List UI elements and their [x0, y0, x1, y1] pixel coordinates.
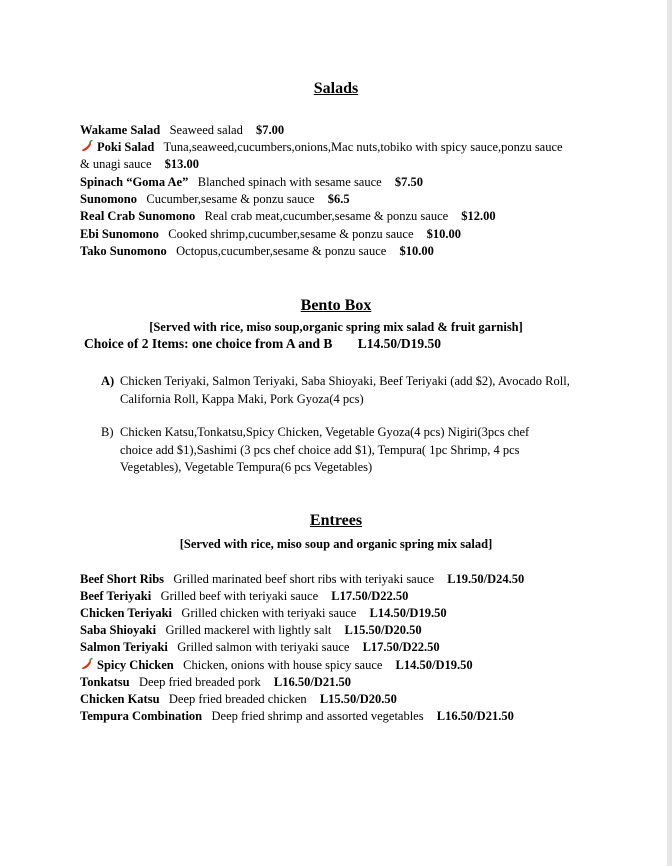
- item-name: Saba Shioyaki: [80, 623, 157, 637]
- item-price: L16.50/D21.50: [436, 709, 514, 723]
- menu-item: [80, 139, 563, 156]
- item-price: $7.00: [255, 123, 285, 137]
- option-a-label: A): [101, 374, 115, 388]
- item-price: $7.50: [394, 175, 423, 189]
- item-desc: Grilled salmon with teriyaki sauce: [177, 640, 350, 654]
- scrollbar[interactable]: [667, 0, 672, 866]
- menu-item: [80, 588, 408, 605]
- item-desc: Grilled chicken with teriyaki sauce: [181, 606, 357, 620]
- bento-choice: [84, 336, 441, 352]
- item-desc: Grilled beef with teriyaki sauce: [160, 589, 319, 603]
- bento-heading: Bento Box: [300, 297, 372, 314]
- item-desc: Deep fried breaded pork: [138, 675, 261, 689]
- item-name: Tempura Combination: [80, 709, 203, 723]
- salads-heading: Salads: [313, 80, 359, 97]
- option-b-label: B): [101, 425, 114, 439]
- item-name: Real Crab Sunomono: [80, 209, 196, 223]
- item-name: Beef Teriyaki: [80, 589, 152, 603]
- option-a-text: Chicken Teriyaki, Salmon Teriyaki, Saba Shioyaki, Beef Teriyaki (add $2), Avocado Roll, California Roll, Kappa Maki, Pork Gyoza(4 pcs): [120, 374, 570, 406]
- menu-item: [80, 191, 350, 208]
- menu-item: [80, 691, 397, 708]
- menu-item: [80, 622, 422, 639]
- item-price: $12.00: [461, 209, 496, 223]
- menu-item: [80, 208, 496, 225]
- option-b-text: Chicken Katsu,Tonkatsu,Spicy Chicken, Vegetable Gyoza(4 pcs) Nigiri(3pcs chef choice add $1),Sashimi (3 pcs chef choice add $1), Tempura( 1pc Shrimp, 4 pcs Vegetables), Vegetable Tempura(6 pcs Vegetables): [120, 425, 530, 474]
- item-desc: & unagi sauce: [80, 157, 152, 171]
- item-price: $6.5: [327, 192, 350, 206]
- item-price: L17.50/D22.50: [362, 640, 440, 654]
- item-price: L14.50/D19.50: [369, 606, 447, 620]
- bento-choice-text: Choice of 2 Items: one choice from A and B: [84, 336, 333, 351]
- bento-note: [Served with rice, miso soup,organic spring mix salad & fruit garnish]: [149, 320, 523, 334]
- item-desc: Grilled marinated beef short ribs with teriyaki sauce: [173, 572, 435, 586]
- item-name: Spinach “Goma Ae”: [80, 175, 189, 189]
- item-name: Spicy Chicken: [97, 658, 174, 672]
- menu-item-continued: [80, 156, 199, 173]
- menu-item: [80, 657, 473, 674]
- menu-item: [80, 571, 524, 588]
- chili-pepper-icon: [80, 139, 94, 153]
- item-name: Chicken Teriyaki: [80, 606, 173, 620]
- item-price: L15.50/D20.50: [344, 623, 422, 637]
- item-name: Tako Sunomono: [80, 244, 167, 258]
- item-desc: Deep fried shrimp and assorted vegetables: [211, 709, 424, 723]
- item-desc: Cucumber,sesame & ponzu sauce: [146, 192, 315, 206]
- item-price: L16.50/D21.50: [273, 675, 351, 689]
- entrees-heading: Entrees: [309, 512, 363, 529]
- item-price: $10.00: [399, 244, 434, 258]
- item-name: Salmon Teriyaki: [80, 640, 168, 654]
- menu-item: [80, 226, 461, 243]
- menu-item: [80, 674, 351, 691]
- bento-choice-price: L14.50/D19.50: [357, 336, 441, 351]
- item-name: Poki Salad: [97, 140, 155, 154]
- item-name: Tonkatsu: [80, 675, 130, 689]
- item-desc: Blanched spinach with sesame sauce: [197, 175, 382, 189]
- menu-item: [80, 605, 447, 622]
- item-desc: Deep fried breaded chicken: [168, 692, 307, 706]
- item-price: $13.00: [164, 157, 200, 171]
- item-desc: Real crab meat,cucumber,sesame & ponzu sauce: [204, 209, 449, 223]
- item-desc: Tuna,seaweed,cucumbers,onions,Mac nuts,tobiko with spicy sauce,ponzu sauce: [163, 140, 563, 154]
- item-price: L17.50/D22.50: [331, 589, 409, 603]
- item-price: L19.50/D24.50: [447, 572, 525, 586]
- item-name: Ebi Sunomono: [80, 227, 159, 241]
- item-name: Wakame Salad: [80, 123, 161, 137]
- menu-item: [80, 243, 434, 260]
- menu-item: [80, 174, 423, 191]
- item-desc: Cooked shrimp,cucumber,sesame & ponzu sauce: [168, 227, 414, 241]
- menu-item: [80, 639, 440, 656]
- item-name: Chicken Katsu: [80, 692, 160, 706]
- menu-item: [80, 708, 514, 725]
- item-price: $10.00: [426, 227, 461, 241]
- menu-item: [80, 122, 284, 139]
- item-name: Sunomono: [80, 192, 137, 206]
- item-price: L14.50/D19.50: [395, 658, 473, 672]
- item-desc: Chicken, onions with house spicy sauce: [183, 658, 383, 672]
- item-desc: Grilled mackerel with lightly salt: [165, 623, 332, 637]
- item-desc: Seaweed salad: [169, 123, 243, 137]
- item-name: Beef Short Ribs: [80, 572, 165, 586]
- item-desc: Octopus,cucumber,sesame & ponzu sauce: [176, 244, 387, 258]
- chili-pepper-icon: [80, 657, 94, 671]
- entrees-note: [Served with rice, miso soup and organic spring mix salad]: [179, 537, 493, 551]
- item-price: L15.50/D20.50: [319, 692, 397, 706]
